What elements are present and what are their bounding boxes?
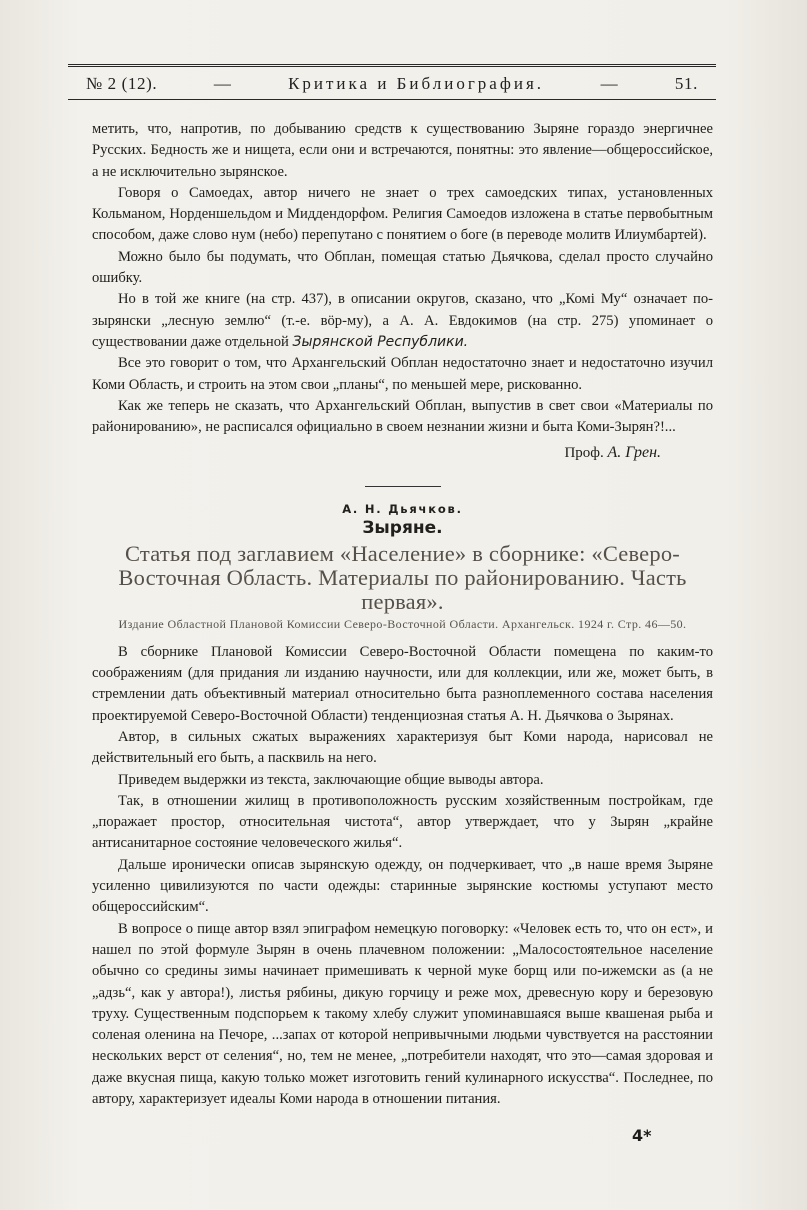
paragraph: Можно было бы подумать, что Обплан, помещая статью Дьячкова, сделал просто случайно ошибку. xyxy=(92,248,713,287)
paragraph: Автор, в сильных сжатых выражениях характеризуя быт Коми народа, нарисовал не действительный его быть, а пасквиль на него. xyxy=(92,728,713,767)
article-source: Издание Областной Плановой Комиссии Северо-Восточной Области. Архангельск. 1924 г. Стр. 46—50. xyxy=(118,616,687,631)
signature-name: А. Грен. xyxy=(607,444,661,462)
italic-phrase: Зырянской Республики. xyxy=(292,333,469,350)
paragraph: Как же теперь не сказать, что Архангельский Обплан, выпустив в свет свои «Материалы по районированию», не расписался официально в своем незнании жизни и быта Коми-Зырян?!... xyxy=(92,397,713,436)
header-bottom-rule xyxy=(68,99,716,100)
article-subtitle: Статья под заглавием «Население» в сборнике: «Северо-Восточная Область. Материалы по районированию. Часть первая». xyxy=(118,540,687,614)
paragraph: Приведем выдержки из текста, заключающие общие выводы автора. xyxy=(118,771,544,788)
paragraph: В вопросе о пище автор взял эпиграфом немецкую поговорку: «Человек есть то, что он ест», и нашел по этой формуле Зырян в очень плачевном положении: „Малосостоятельное население обычно со средины зимы начинает примешивать к черной муке борщ или по-ижемски аѕ (а не „адзь“, как у автора!), листья рябины, дикую горчицу и реже мох, древесную кору и березовую труху. Существенным подспорьем к такому хлебу служит упоминавшаяся выше квашеная рыба и соленая оленина на Печоре, ...запах от которой непривычными людьми чувствуется на расстоянии нескольких верст от селения“, но, тем не менее, „потребители находят, что это—самая здоровая и даже вкусная пища, какую только может изготовить гений кулинарного искусства“. Последнее, по автору, характеризует идеалы Коми народа в отношении питания. xyxy=(92,920,713,1107)
section-divider xyxy=(365,486,441,487)
signature-title: Проф. xyxy=(564,445,604,462)
issue-number: № 2 (12). xyxy=(86,74,158,93)
section-title: Критика и Библиография. xyxy=(288,74,545,93)
paragraph: Говоря о Самоедах, автор ничего не знает о трех самоедских типах, установленных Кольманом, Норденшельдом и Миддендорфом. Религия Самоедов изложена в статье первобытным способом, даже слово нум (небо) перепутано с понятием о боге (в переводе молитв Илиумбартей). xyxy=(92,184,713,244)
header-dash-right: — xyxy=(600,74,619,93)
paragraph-text: Но в той же книге (на стр. 437), в описании округов, сказано, что „Комі Му“ означает по-зырянски „лесную землю“ (т.-е. вӧр-му), а А. А. Евдокимов (на стр. 275) упоминает о существовании даже отдельной xyxy=(92,291,713,350)
page-number: 51. xyxy=(674,74,698,93)
paragraph: Так, в отношении жилищ в противоположность русским хозяйственным постройкам, где „поражает простор, относительная чистота“, автор утверждает, что у Зырян „крайне антисанитарное состояние человеческого жилья“. xyxy=(92,792,713,852)
review-signature xyxy=(92,442,713,464)
paragraph xyxy=(92,289,713,353)
paragraph: В сборнике Плановой Комиссии Северо-Восточной Области помещена по каким-то соображениям (для придания ли изданию научности, или для коллекции, или же, может быть, в стремлении дать объективный материал относительно быта разноплеменного состава населения проектируемой Северо-Восточной Области) тенденциозная статья А. Н. Дьячкова о Зырянах. xyxy=(92,643,713,724)
running-head xyxy=(68,64,716,100)
paragraph: Все это говорит о том, что Архангельский Обплан недостаточно знает и недостаточно изучил Коми Область, и строить на этом свои „планы“, по меньшей мере, рискованно. xyxy=(92,355,713,393)
article-author: А. Н. Дьячков. xyxy=(342,501,463,516)
article-title: Зыряне. xyxy=(362,517,443,538)
paragraph: метить, что, напротив, по добыванию средств к существованию Зыряне гораздо энергичнее Русских. Бедность же и нищета, если они и встречаются, понятны: это явление—общероссийское, а не исключительно зырянское. xyxy=(92,121,713,180)
signature-mark: 4* xyxy=(632,1126,652,1145)
body-text xyxy=(92,119,713,1110)
paragraph: Дальше иронически описав зырянскую одежду, он подчеркивает, что „в наше время Зыряне усиленно цивилизуются по части одежды: старинные зырянские костюмы уступают место общероссийским“. xyxy=(92,856,713,916)
header-row xyxy=(68,67,716,99)
header-dash-left: — xyxy=(213,74,232,93)
